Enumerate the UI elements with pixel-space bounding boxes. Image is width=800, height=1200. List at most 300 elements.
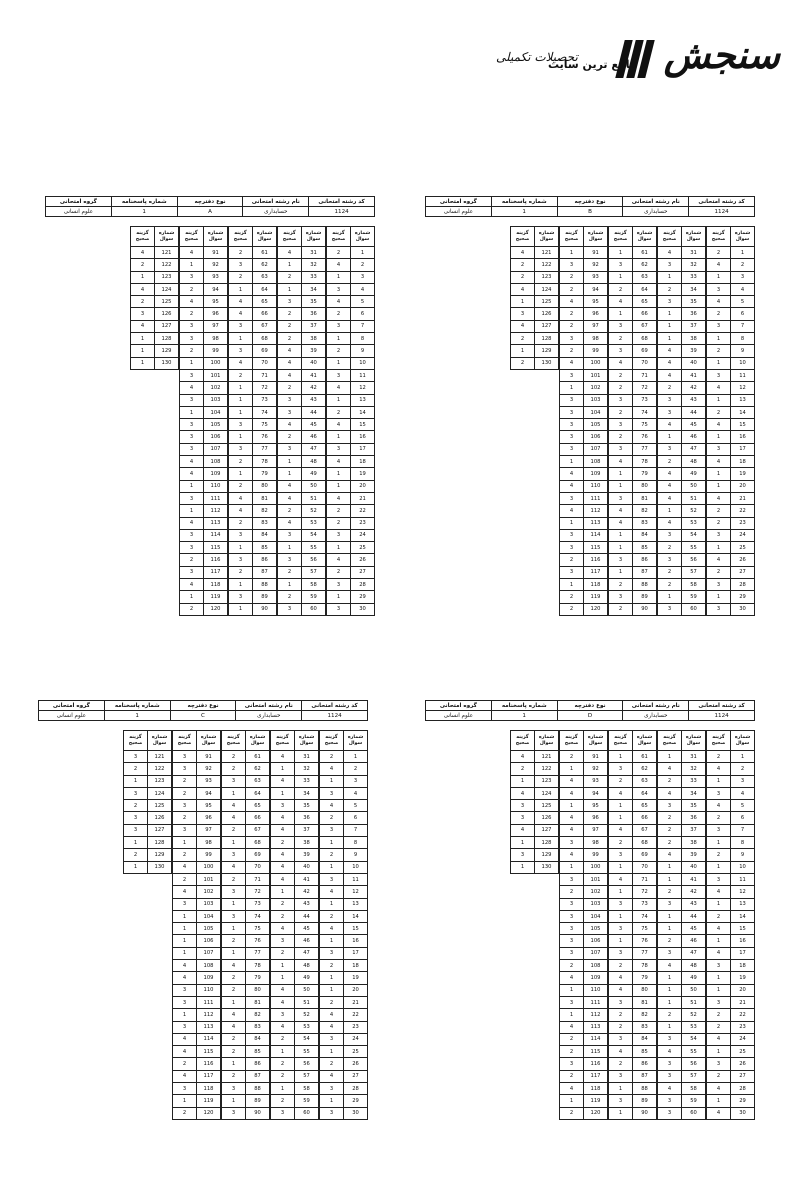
correct-option: 1 [658, 984, 682, 996]
answer-row [327, 603, 375, 615]
answer-row [707, 1046, 755, 1058]
question-number: 19 [344, 972, 368, 984]
answersheet-number-value: 1 [104, 711, 170, 721]
correct-option: 4 [271, 873, 295, 885]
sheet-header-table [425, 196, 755, 217]
correct-option: 2 [320, 849, 344, 861]
answer-row [560, 837, 608, 849]
correct-option: 3 [222, 849, 246, 861]
answer-row [609, 1021, 657, 1033]
answer-row [271, 787, 319, 799]
correct-option: 4 [173, 886, 197, 898]
question-number: 83 [633, 1021, 657, 1033]
answer-row [229, 542, 277, 554]
correct-option: 2 [271, 1070, 295, 1082]
answer-column [319, 730, 368, 1120]
question-number: 18 [351, 456, 375, 468]
correct-option: 2 [707, 247, 731, 259]
correct-option: 3 [707, 824, 731, 836]
question-number: 106 [584, 935, 608, 947]
answer-row [707, 1058, 755, 1070]
field-code-label: کد رشته امتحانی [302, 701, 368, 711]
answer-row [609, 554, 657, 566]
correct-option: 3 [707, 873, 731, 885]
answer-row [229, 296, 277, 308]
correct-option: 4 [278, 345, 302, 357]
question-number: 58 [295, 1083, 319, 1095]
question-number: 110 [584, 480, 608, 492]
answer-row [658, 456, 706, 468]
correct-option: 4 [609, 456, 633, 468]
answer-row [222, 861, 270, 873]
correct-option: 1 [173, 935, 197, 947]
correct-option: 2 [658, 812, 682, 824]
correct-option: 2 [658, 579, 682, 591]
question-number: 44 [682, 406, 706, 418]
answer-row [222, 824, 270, 836]
question-number: 2 [731, 763, 755, 775]
correct-option: 3 [229, 320, 253, 332]
correct-option: 2 [124, 800, 148, 812]
answer-row [222, 960, 270, 972]
correct-option-header: گزینه صحیح [320, 731, 344, 751]
answer-row [271, 763, 319, 775]
question-number: 9 [344, 849, 368, 861]
question-number: 45 [295, 923, 319, 935]
question-number: 86 [633, 1058, 657, 1070]
correct-option: 1 [609, 886, 633, 898]
question-number: 73 [633, 394, 657, 406]
answer-row [173, 972, 221, 984]
answer-row [609, 898, 657, 910]
answer-row [180, 406, 228, 418]
question-number: 21 [351, 492, 375, 504]
question-number: 116 [204, 554, 228, 566]
question-number: 7 [344, 824, 368, 836]
question-number: 13 [731, 394, 755, 406]
question-number: 19 [351, 468, 375, 480]
correct-option: 4 [609, 1046, 633, 1058]
question-number: 22 [731, 1009, 755, 1021]
question-number: 32 [682, 763, 706, 775]
answer-row [658, 947, 706, 959]
answer-row [658, 996, 706, 1008]
question-number: 50 [682, 984, 706, 996]
correct-option: 3 [173, 984, 197, 996]
correct-option: 2 [278, 431, 302, 443]
correct-option: 2 [658, 824, 682, 836]
answer-row [180, 333, 228, 345]
question-number: 67 [246, 824, 270, 836]
question-number: 1 [351, 247, 375, 259]
correct-option: 4 [271, 775, 295, 787]
question-number: 30 [351, 603, 375, 615]
correct-option: 1 [511, 837, 535, 849]
answer-row [560, 468, 608, 480]
question-number: 53 [295, 1021, 319, 1033]
question-number: 122 [535, 763, 559, 775]
answer-row [278, 492, 326, 504]
answer-row [560, 591, 608, 603]
booklet-type-label: نوع دفترچه [557, 197, 623, 207]
answer-row [320, 947, 368, 959]
correct-option: 4 [131, 320, 155, 332]
correct-option: 2 [229, 271, 253, 283]
answer-row [658, 394, 706, 406]
correct-option: 3 [658, 259, 682, 271]
answer-row [320, 800, 368, 812]
correct-option: 1 [327, 357, 351, 369]
answer-row [320, 775, 368, 787]
answer-row [271, 1058, 319, 1070]
question-number: 60 [682, 1107, 706, 1119]
answer-row [320, 960, 368, 972]
correct-option: 1 [173, 923, 197, 935]
correct-option: 4 [560, 849, 584, 861]
correct-option: 3 [658, 1095, 682, 1107]
correct-option: 1 [707, 775, 731, 787]
answer-row [222, 837, 270, 849]
correct-option: 3 [173, 751, 197, 763]
answer-row [131, 333, 179, 345]
correct-option: 1 [707, 861, 731, 873]
question-number: 7 [731, 824, 755, 836]
correct-option: 1 [320, 861, 344, 873]
correct-option: 4 [320, 800, 344, 812]
question-number: 69 [633, 849, 657, 861]
answer-row [222, 1046, 270, 1058]
correct-option-header: گزینه صحیح [560, 731, 584, 751]
correct-option: 2 [320, 960, 344, 972]
question-number: 106 [197, 935, 221, 947]
question-number: 8 [344, 837, 368, 849]
answer-row [271, 935, 319, 947]
question-number: 120 [584, 603, 608, 615]
answer-row [222, 873, 270, 885]
answer-row [560, 492, 608, 504]
question-number: 3 [351, 271, 375, 283]
question-number: 83 [253, 517, 277, 529]
correct-option: 3 [658, 529, 682, 541]
correct-option: 1 [320, 972, 344, 984]
correct-option: 1 [658, 923, 682, 935]
correct-option: 1 [278, 579, 302, 591]
answer-row [707, 382, 755, 394]
correct-option: 4 [560, 468, 584, 480]
question-number: 37 [295, 824, 319, 836]
correct-option: 2 [658, 886, 682, 898]
answer-row [327, 505, 375, 517]
correct-option: 2 [278, 271, 302, 283]
correct-option: 3 [327, 369, 351, 381]
correct-option: 2 [222, 751, 246, 763]
correct-option: 2 [222, 984, 246, 996]
answer-row [658, 984, 706, 996]
answer-row [271, 824, 319, 836]
question-number: 14 [351, 406, 375, 418]
answer-row [560, 517, 608, 529]
correct-option: 4 [320, 923, 344, 935]
question-number: 51 [682, 492, 706, 504]
question-number: 29 [344, 1095, 368, 1107]
answer-row [229, 394, 277, 406]
question-number: 77 [633, 947, 657, 959]
correct-option: 1 [320, 775, 344, 787]
question-number: 55 [682, 1046, 706, 1058]
correct-option: 4 [131, 247, 155, 259]
correct-option: 1 [609, 480, 633, 492]
answer-row [327, 406, 375, 418]
question-number: 57 [295, 1070, 319, 1082]
correct-option: 4 [173, 1046, 197, 1058]
answer-row [320, 787, 368, 799]
answer-row [658, 898, 706, 910]
question-number: 54 [682, 529, 706, 541]
booklet-type-value: C [170, 711, 236, 721]
answer-row [658, 886, 706, 898]
correct-option: 3 [320, 787, 344, 799]
answer-row [658, 419, 706, 431]
question-number: 108 [204, 456, 228, 468]
field-name-label: نام رشته امتحانی [623, 197, 689, 207]
answer-column [559, 730, 608, 1120]
answer-row [271, 984, 319, 996]
correct-option: 2 [707, 1021, 731, 1033]
correct-option: 3 [173, 898, 197, 910]
correct-option: 1 [271, 972, 295, 984]
correct-option: 3 [229, 259, 253, 271]
correct-option: 4 [560, 1083, 584, 1095]
question-number: 122 [148, 763, 172, 775]
correct-option: 1 [707, 984, 731, 996]
question-number: 109 [584, 972, 608, 984]
answer-row [222, 800, 270, 812]
correct-option: 3 [609, 1070, 633, 1082]
answer-row [222, 910, 270, 922]
answer-row [271, 849, 319, 861]
answer-row [278, 431, 326, 443]
correct-option: 4 [609, 984, 633, 996]
question-number: 94 [584, 787, 608, 799]
answer-row [658, 1033, 706, 1045]
question-number: 35 [682, 296, 706, 308]
field-name-value: حسابداری [623, 207, 689, 217]
answer-row [560, 283, 608, 295]
correct-option: 1 [320, 837, 344, 849]
question-number-header: شماره سوال [633, 227, 657, 247]
answer-row [658, 751, 706, 763]
field-code-value: 1124 [689, 207, 755, 217]
question-number: 89 [633, 591, 657, 603]
correct-option: 3 [560, 542, 584, 554]
correct-option: 3 [560, 529, 584, 541]
correct-option: 3 [180, 431, 204, 443]
correct-option: 1 [707, 333, 731, 345]
correct-option: 2 [271, 898, 295, 910]
correct-option: 4 [229, 505, 253, 517]
question-number: 115 [197, 1046, 221, 1058]
answer-row [707, 1033, 755, 1045]
question-number: 71 [253, 369, 277, 381]
question-number: 107 [584, 947, 608, 959]
answer-row [609, 406, 657, 418]
question-number: 27 [731, 566, 755, 578]
question-number: 80 [246, 984, 270, 996]
question-number: 81 [253, 492, 277, 504]
correct-option: 1 [609, 1083, 633, 1095]
question-number: 10 [351, 357, 375, 369]
correct-option: 3 [658, 947, 682, 959]
answer-row [609, 996, 657, 1008]
correct-option: 1 [278, 259, 302, 271]
answer-row [229, 345, 277, 357]
question-number: 130 [535, 357, 559, 369]
question-number: 46 [682, 431, 706, 443]
answer-row [609, 492, 657, 504]
question-number: 121 [155, 247, 179, 259]
correct-option: 1 [658, 271, 682, 283]
answer-row [229, 382, 277, 394]
answer-row [658, 787, 706, 799]
correct-option: 1 [327, 468, 351, 480]
question-number-header: شماره سوال [682, 731, 706, 751]
question-number: 59 [302, 591, 326, 603]
answer-row [658, 1021, 706, 1033]
correct-option: 2 [658, 382, 682, 394]
correct-option: 1 [707, 542, 731, 554]
answer-row [560, 394, 608, 406]
answer-row [173, 935, 221, 947]
correct-option: 3 [609, 394, 633, 406]
question-number: 88 [253, 579, 277, 591]
question-number: 18 [731, 960, 755, 972]
answer-row [271, 972, 319, 984]
answer-row [658, 480, 706, 492]
answer-row [222, 775, 270, 787]
answer-row [560, 566, 608, 578]
answer-row [609, 247, 657, 259]
question-number: 60 [682, 603, 706, 615]
answer-row [180, 394, 228, 406]
correct-option: 2 [180, 603, 204, 615]
question-number: 62 [246, 763, 270, 775]
answer-row [511, 259, 559, 271]
correct-option: 3 [173, 824, 197, 836]
question-number: 4 [351, 283, 375, 295]
correct-option: 1 [131, 345, 155, 357]
question-number: 127 [155, 320, 179, 332]
correct-option: 4 [278, 492, 302, 504]
answer-row [222, 935, 270, 947]
correct-option: 4 [707, 886, 731, 898]
correct-option: 3 [131, 308, 155, 320]
correct-option: 4 [511, 751, 535, 763]
correct-option: 1 [609, 308, 633, 320]
correct-option: 3 [278, 394, 302, 406]
correct-option: 3 [707, 996, 731, 1008]
correct-option: 1 [560, 984, 584, 996]
correct-option: 4 [658, 480, 682, 492]
question-number: 35 [682, 800, 706, 812]
answer-row [707, 812, 755, 824]
answer-row [320, 812, 368, 824]
correct-option: 4 [173, 960, 197, 972]
question-number: 43 [682, 898, 706, 910]
question-number: 83 [246, 1021, 270, 1033]
question-number: 69 [253, 345, 277, 357]
correct-option: 3 [278, 443, 302, 455]
question-number: 12 [731, 886, 755, 898]
correct-option: 2 [658, 542, 682, 554]
question-number: 122 [155, 259, 179, 271]
answer-row [609, 800, 657, 812]
correct-option: 4 [707, 259, 731, 271]
correct-option: 1 [327, 333, 351, 345]
correct-option: 4 [707, 1083, 731, 1095]
question-number: 76 [633, 935, 657, 947]
question-number: 70 [633, 357, 657, 369]
correct-option: 3 [658, 1058, 682, 1070]
answer-row [180, 591, 228, 603]
question-number: 52 [295, 1009, 319, 1021]
correct-option: 4 [609, 787, 633, 799]
answer-row [560, 800, 608, 812]
question-number: 98 [584, 837, 608, 849]
answer-row [707, 996, 755, 1008]
answer-row [609, 1107, 657, 1119]
answer-row [278, 419, 326, 431]
question-number: 119 [584, 591, 608, 603]
answer-row [609, 468, 657, 480]
question-number: 73 [633, 898, 657, 910]
question-number: 78 [246, 960, 270, 972]
answer-row [658, 1009, 706, 1021]
answer-row [327, 369, 375, 381]
answer-row [271, 898, 319, 910]
question-number: 117 [197, 1070, 221, 1082]
question-number: 90 [633, 603, 657, 615]
correct-option: 1 [222, 996, 246, 1008]
correct-option: 3 [609, 345, 633, 357]
correct-option: 3 [320, 1033, 344, 1045]
correct-option: 2 [707, 812, 731, 824]
question-number: 128 [148, 837, 172, 849]
question-number: 43 [302, 394, 326, 406]
correct-option: 1 [180, 505, 204, 517]
answer-row [707, 910, 755, 922]
question-number: 93 [584, 775, 608, 787]
correct-option: 4 [222, 812, 246, 824]
question-number: 51 [302, 492, 326, 504]
correct-option: 4 [707, 296, 731, 308]
question-number: 34 [682, 283, 706, 295]
question-number: 116 [584, 554, 608, 566]
answer-row [560, 775, 608, 787]
correct-option: 1 [511, 345, 535, 357]
correct-option-header: گزینه صحیح [173, 731, 197, 751]
question-number: 11 [344, 873, 368, 885]
answer-row [511, 283, 559, 295]
question-number: 73 [246, 898, 270, 910]
question-number: 63 [246, 775, 270, 787]
question-number: 2 [731, 259, 755, 271]
answer-row [173, 1107, 221, 1119]
correct-option: 1 [173, 837, 197, 849]
answer-row [124, 812, 172, 824]
question-number: 88 [633, 579, 657, 591]
correct-option: 2 [658, 775, 682, 787]
correct-option: 4 [180, 579, 204, 591]
